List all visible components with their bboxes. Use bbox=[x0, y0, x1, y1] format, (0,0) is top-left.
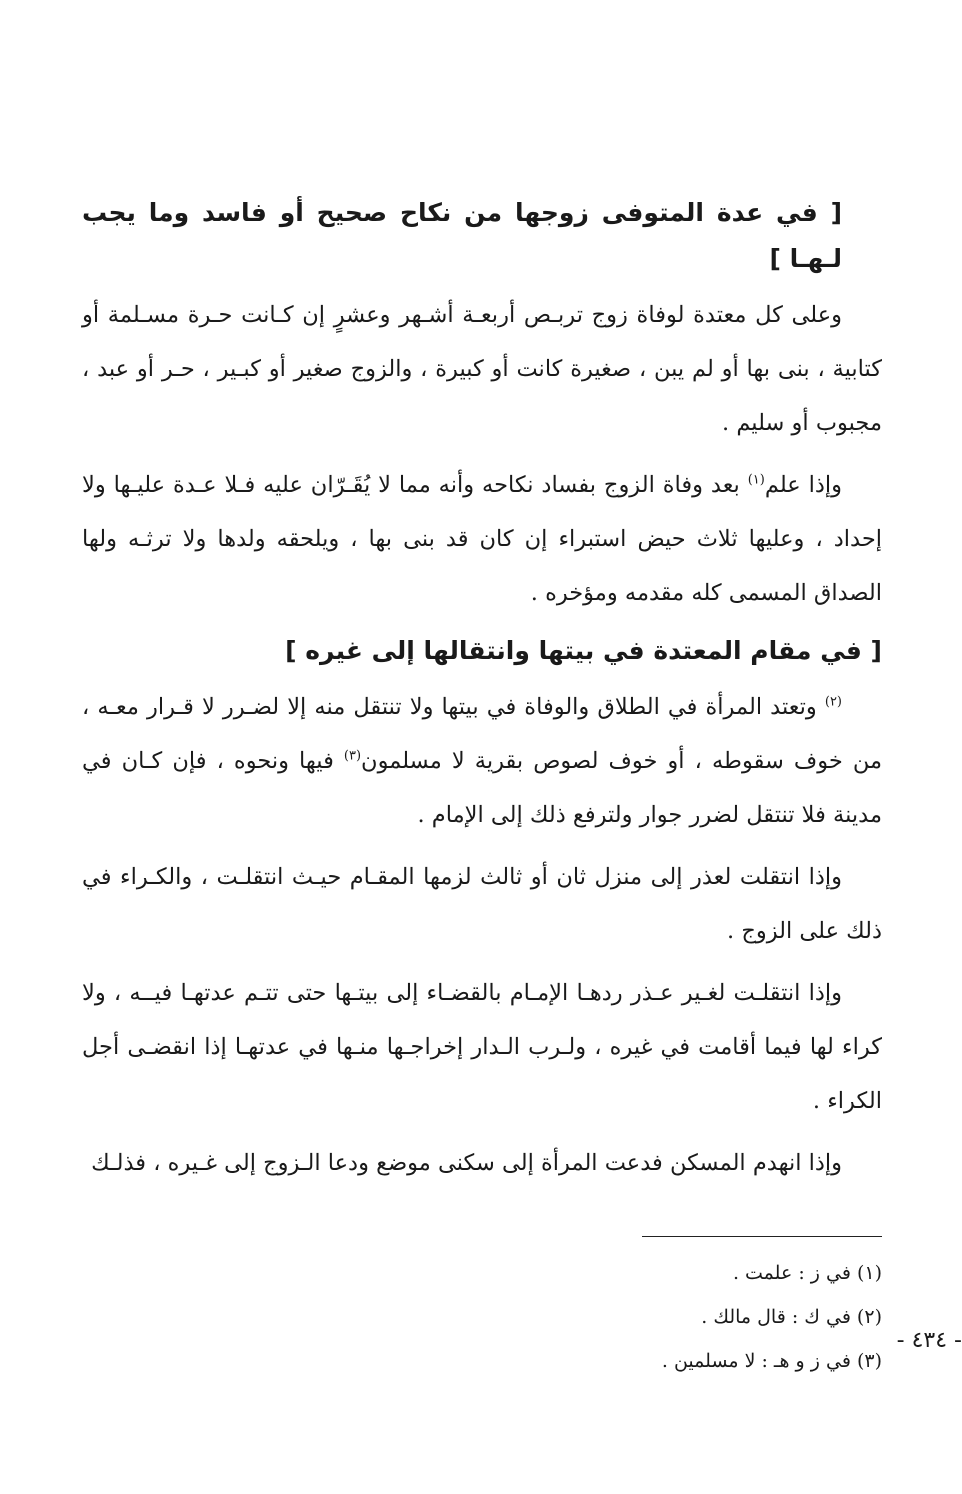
paragraph-3 bbox=[82, 680, 882, 842]
paragraph-4: وإذا انتقلت لعذر إلى منزل ثان أو ثالث لزمها المقـام حيـث انتقلـت ، والكـراء في ذلك على الزوج . bbox=[82, 864, 882, 944]
footnote-ref-1: (١) bbox=[747, 472, 765, 488]
footnote-separator bbox=[642, 1236, 882, 1237]
paragraph-2-start: وإذا علم bbox=[764, 472, 842, 498]
paragraph-5: وإذا انتقلـت لغـير عـذر ردهـا الإمـام بالقضـاء إلى بيتـها حتى تتـم عدتهـا فيــه ، ولا كراء لها فيما أقامت في غيره ، ولـرب الـدار إخراجـها منـها في عدتهـا إذا انقضـى أجل الكراء . bbox=[82, 980, 882, 1114]
paragraph-2 bbox=[82, 458, 882, 620]
paragraph-2-rest: بعد وفاة الزوج بفساد نكاحه وأنه مما لا يُقَـرّان عليه فـلا عـدة عليـها ولا إحداد ، وعليها ثلاث حيض استبراء إن كان قد بنى بها ، ويلحقه ولدها ولا ترثـه ولها الصداق المسمى كله مقدمه ومؤخره . bbox=[82, 472, 882, 606]
paragraph-3-rest: فيها ونحوه ، فإن كـان في مدينة فلا تنتقل لضرر جوار ولترفع ذلك إلى الإمام . bbox=[82, 748, 882, 828]
footnote-2: (٢) في ك : قال مالك . bbox=[701, 1306, 882, 1328]
footnote-ref-3: (٣) bbox=[343, 748, 362, 764]
paragraph-6: وإذا انهدم المسكن فدعت المرأة إلى سكنى موضع ودعا الـزوج إلى غـيره ، فذلـك bbox=[91, 1150, 842, 1176]
section-heading-widow-waiting-period: [ في عدة المتوفى زوجها من نكاح صحيح أو فاسد وما يجب لـهـا ] bbox=[82, 198, 842, 273]
section-heading-residence: [ في مقام المعتدة في بيتها وانتقالها إلى غيره ] bbox=[285, 636, 882, 665]
page-number: - ٤٣٤ - bbox=[896, 1328, 962, 1353]
footnote-3: (٣) في ز و هـ : لا مسلمين . bbox=[661, 1350, 882, 1372]
footnote-ref-2: (٢) bbox=[824, 694, 842, 710]
paragraph-1: وعلى كل معتدة لوفاة زوج تربـص أربعـة أشـهر وعشرٍ إن كـانت حـرة مسـلمة أو كتابية ، بنى بها أو لم يبن ، صغيرة كانت أو كبيرة ، والزوج صغير أو كبـير ، حـر أو عبد ، مجبوب أو سليم . bbox=[82, 302, 882, 436]
paragraph-3-start: وتعتد المرأة في الطلاق والوفاة في بيتها ولا تنتقل منه إلا لضـرر لا قـرار معـه ، من خوف سقوطه ، أو خوف لصوص بقرية لا مسلمون bbox=[82, 694, 882, 774]
footnote-1: (١) في ز : علمت . bbox=[732, 1262, 882, 1284]
